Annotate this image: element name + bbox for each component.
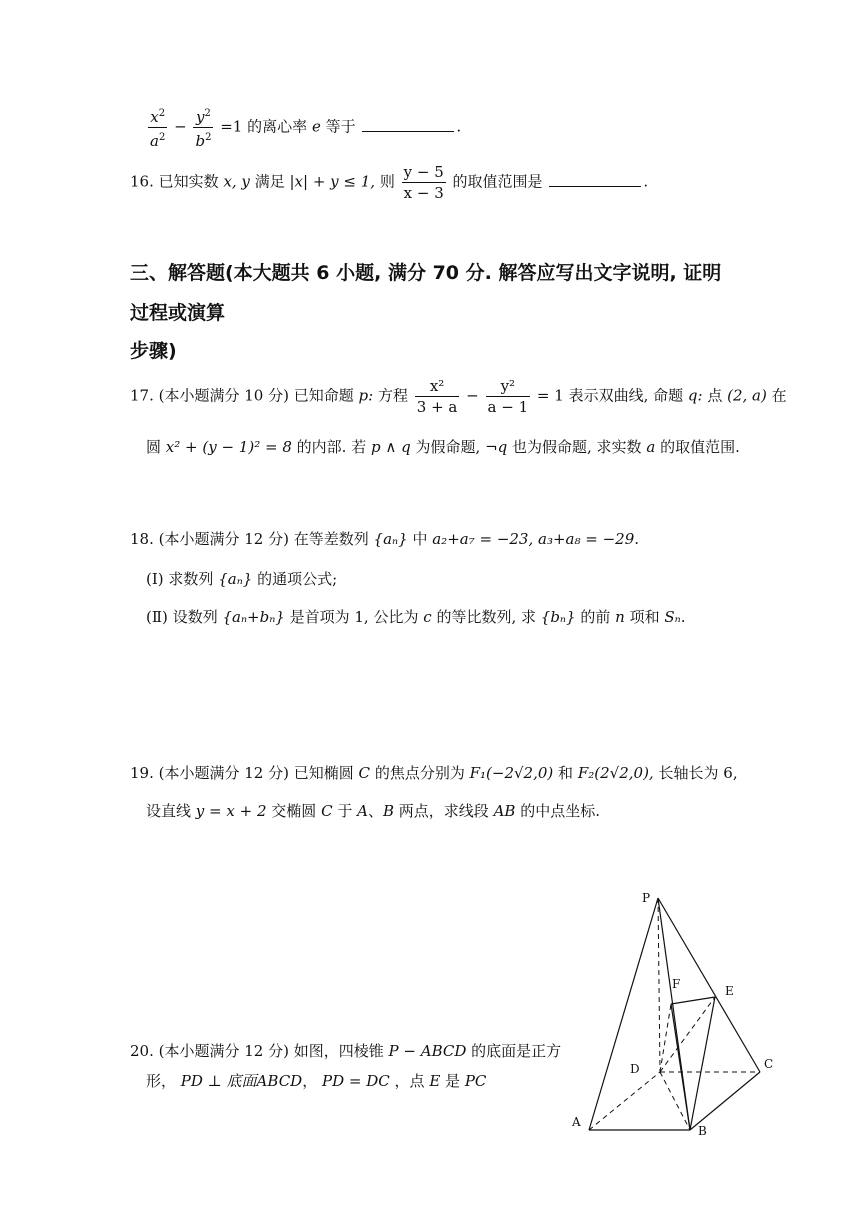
q17-text-7: 的内部. 若	[296, 438, 367, 456]
q20-text-5: 是	[445, 1072, 461, 1090]
q17-points: (本小题满分 10 分)	[158, 386, 289, 405]
q17-point: (2, a)	[727, 386, 767, 405]
q17-text-4: 点	[707, 386, 723, 405]
q18-end: .	[634, 530, 640, 548]
q19-text-4: 设直线	[146, 802, 192, 820]
q18-part-1-seq: {aₙ}	[218, 570, 253, 588]
q17-p-and-q: p ∧ q	[370, 438, 411, 456]
edge-AD	[589, 1072, 660, 1130]
q19-number: 19.	[130, 764, 154, 782]
q20-comma: ，	[302, 1072, 318, 1090]
q16-text-1: 已知实数	[158, 172, 219, 191]
q16-text-3: 则	[379, 172, 395, 191]
section-3-heading-line-2: 过程或演算	[130, 302, 226, 324]
q16-number: 16.	[130, 172, 154, 191]
q18-n: n	[615, 608, 625, 626]
edge-FB	[671, 1004, 690, 1130]
q15-frac-y: $\frac{y^2}{b^2}$	[193, 104, 213, 151]
q18-c: c	[423, 608, 432, 626]
q18-sn: Sₙ	[664, 608, 681, 626]
q17-number: 17.	[130, 386, 154, 405]
edge-DF	[660, 1004, 671, 1072]
label-E: E	[725, 984, 734, 998]
q15-mid-text: 等于	[325, 117, 356, 136]
q17-text-6: 圆	[146, 438, 162, 456]
q20-text-2: 的底面是正方	[471, 1042, 562, 1060]
q19-text-1: 已知椭圆	[293, 764, 354, 782]
q16-condition: |x| + y ≤ 1,	[289, 172, 376, 191]
q20-PC: PC	[464, 1072, 487, 1090]
edge-PD	[658, 898, 660, 1072]
q19-sep: 、	[367, 802, 383, 820]
q17-text-5: 在	[771, 386, 787, 405]
q19-six: 6,	[723, 764, 738, 782]
q19-f2: F₂(2√2,0),	[577, 764, 654, 782]
edge-DE	[660, 997, 715, 1072]
q19-A: A	[357, 802, 368, 820]
q19-text-5: 交椭圆	[271, 802, 317, 820]
q16-end: .	[643, 172, 649, 191]
q20-number: 20.	[130, 1042, 154, 1060]
q20-text-1: 如图，四棱锥	[293, 1042, 384, 1060]
q18-equations: a₂+a₇ = −23, a₃+a₈ = −29	[432, 530, 635, 548]
q16-fraction: $\frac{y - 5}{x - 3}$	[403, 163, 444, 202]
q15-e: e	[311, 117, 321, 136]
q17-text-9: 也为假命题, 求实数	[512, 438, 642, 456]
q17-text-3: 表示双曲线, 命题	[568, 386, 684, 405]
section-3-heading-line-1: 三、解答题(本大题共 6 小题, 满分 70 分. 解答应写出文字说明, 证明	[130, 262, 722, 284]
q17-frac-1: $\frac{\text{x²}}{3 + a}$	[416, 377, 458, 416]
q17-text-10: 的取值范围.	[660, 438, 740, 456]
q19-points: (本小题满分 12 分)	[158, 764, 289, 782]
q17-p: p:	[358, 386, 374, 405]
q19-text-8: 的中点坐标.	[520, 802, 601, 820]
q15-line: $\frac{x^2}{a^2}$ − $\frac{y^2}{b^2}$ =1 的离心率 e 等于 .	[146, 104, 461, 151]
q20-points: (本小题满分 12 分)	[158, 1042, 289, 1060]
q18-part-1-text-2: 的通项公式;	[257, 570, 338, 588]
q18-part-2-seq: {aₙ+bₙ}	[222, 608, 285, 626]
q19-C-2: C	[321, 802, 333, 820]
q19-text-6: 于	[337, 802, 353, 820]
q19-text-3: 长轴长为	[658, 764, 719, 782]
q18-part-2-label: (Ⅱ)	[146, 608, 168, 626]
q16-text-4: 的取值范围是	[452, 172, 543, 191]
q18-part-2-text-2: 是首项为 1, 公比为	[289, 608, 419, 626]
q15-tail-text: 的离心率	[247, 117, 308, 136]
q20-E: E	[429, 1072, 441, 1090]
q16-text-2: 满足	[254, 172, 285, 191]
q20-text-3: 形，	[146, 1072, 177, 1090]
q18-part-2-text-5: 项和	[629, 608, 660, 626]
q17-not-q: ¬q	[485, 438, 508, 456]
q18-part-2-end: .	[680, 608, 686, 626]
q18-text-1: 在等差数列	[293, 530, 369, 548]
q17-text-1: 已知命题	[293, 386, 354, 405]
label-C: C	[764, 1057, 774, 1071]
q18-number: 18.	[130, 530, 154, 548]
edge-PA	[589, 898, 658, 1130]
label-P: P	[642, 891, 651, 905]
q15-end: .	[456, 117, 462, 136]
edge-BC	[690, 1072, 760, 1130]
q18-part-2-text-1: 设数列	[172, 608, 218, 626]
label-B: B	[698, 1124, 707, 1138]
edge-FE	[671, 997, 715, 1004]
label-D: D	[630, 1062, 640, 1076]
label-A: A	[572, 1115, 581, 1129]
q18-part-1-label: (Ⅰ)	[146, 570, 164, 588]
q17-q: q:	[687, 386, 703, 405]
q19-C: C	[358, 764, 371, 782]
q20-text-4: ，点	[394, 1072, 425, 1090]
q19-B: B	[382, 802, 395, 820]
section-3-heading-line-3: 步骤)	[130, 340, 177, 362]
edge-EB	[690, 997, 715, 1130]
q20-eq: PD = DC	[322, 1072, 390, 1090]
q19-text-7: 两点，求线段	[398, 802, 489, 820]
q20-pyramid: P − ABCD	[388, 1042, 467, 1060]
q18-part-2-text-3: 的等比数列, 求	[436, 608, 536, 626]
q17-text-2: 方程	[377, 386, 408, 405]
q17-a: a	[646, 438, 656, 456]
q18-text-2: 中	[412, 530, 428, 548]
q17-minus: −	[466, 386, 479, 405]
q16-vars: x, y	[223, 172, 250, 191]
q18-points: (本小题满分 12 分)	[158, 530, 289, 548]
q15-frac-x: $\frac{x^2}{a^2}$	[148, 104, 167, 151]
q20-perp: PD ⊥ 底面ABCD	[180, 1072, 303, 1090]
q19-and: 和	[558, 764, 574, 782]
q19-f1: F₁(−2√2,0)	[469, 764, 554, 782]
q18-part-2-text-4: 的前	[580, 608, 611, 626]
q19-line-eq: y = x + 2	[195, 802, 267, 820]
label-F: F	[672, 977, 681, 991]
q17-frac-2: $\frac{\text{y²}}{a - 1}$	[487, 377, 529, 416]
q17-circle: x² + (y − 1)² = 8	[165, 438, 292, 456]
q17-eq: = 1	[536, 386, 564, 405]
q18-part-1-text-1: 求数列	[168, 570, 214, 588]
q17-text-8: 为假命题,	[415, 438, 481, 456]
q18-part-2-seq-2: {bₙ}	[540, 608, 576, 626]
q19-text-2: 的焦点分别为	[374, 764, 465, 782]
q18-seq: {aₙ}	[373, 530, 408, 548]
q19-AB: AB	[493, 802, 516, 820]
